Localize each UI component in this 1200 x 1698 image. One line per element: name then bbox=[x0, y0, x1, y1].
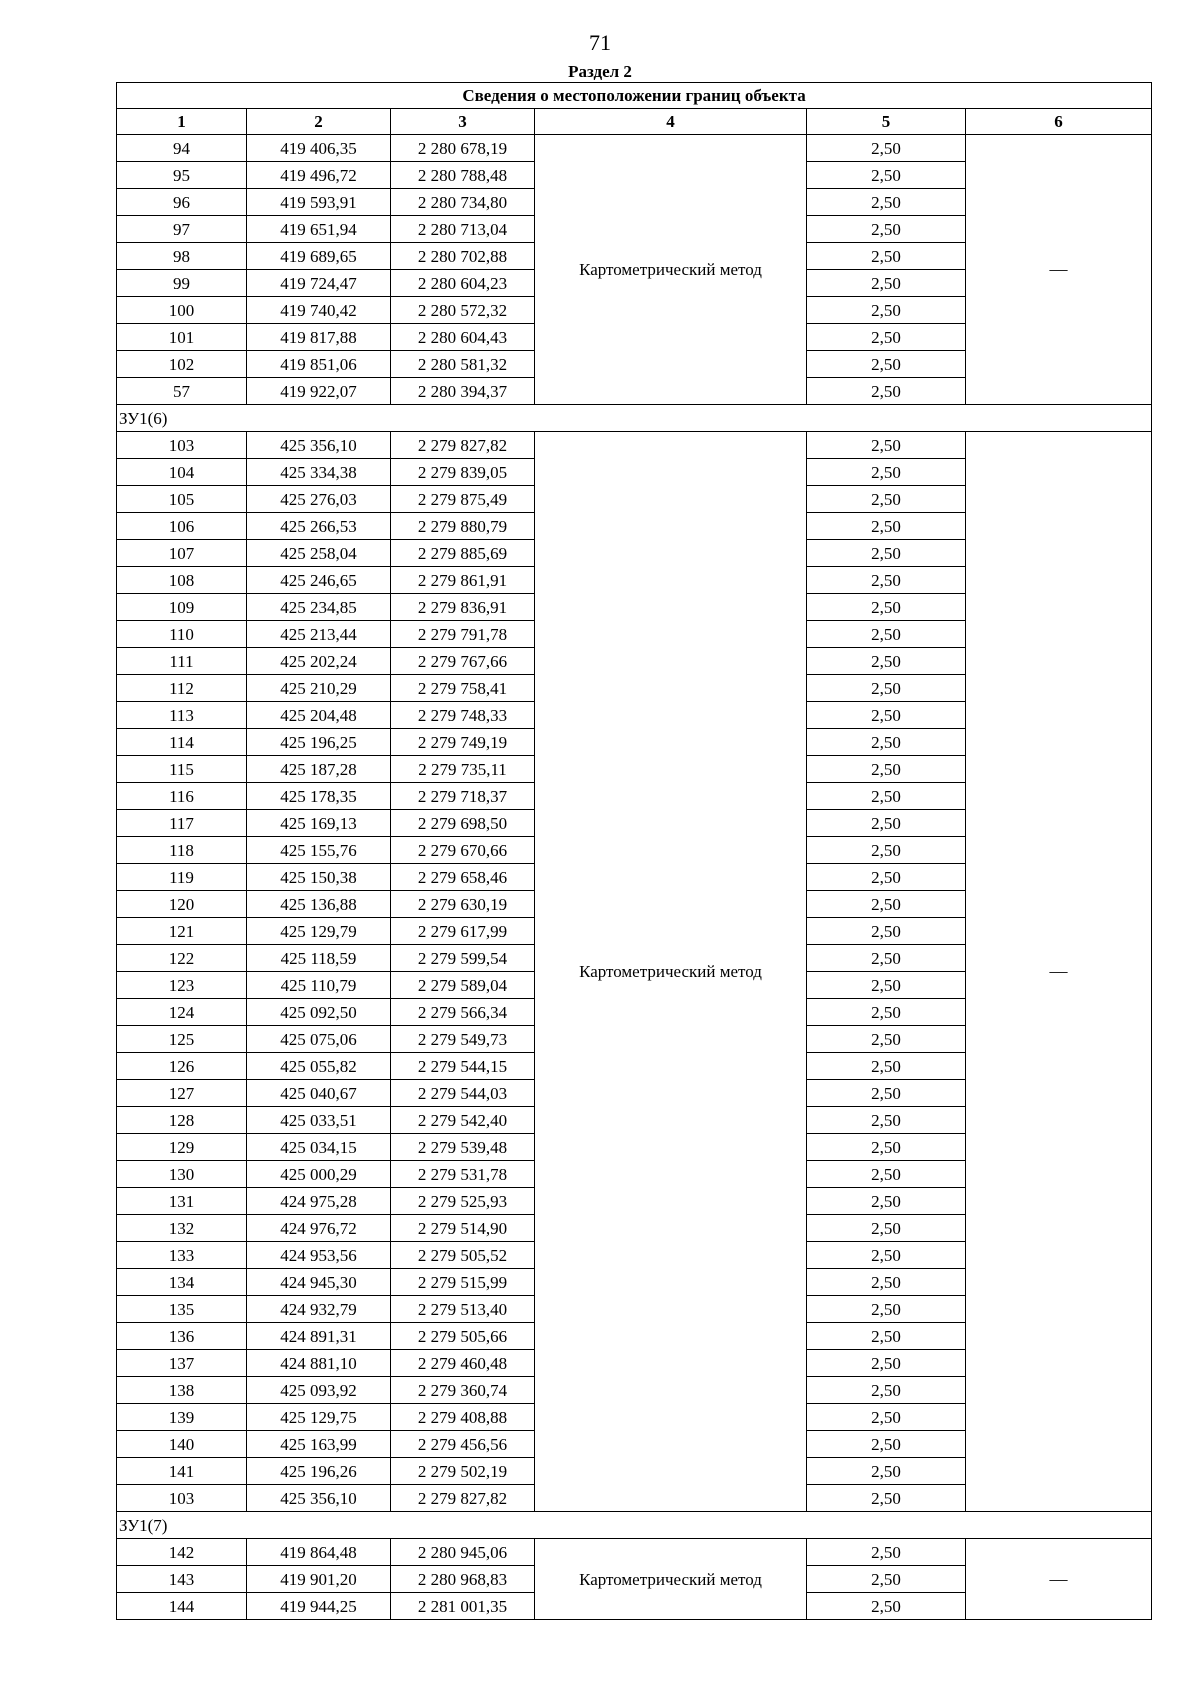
group-header-row bbox=[117, 1512, 1152, 1539]
accuracy-cell: 2,50 bbox=[807, 1485, 966, 1512]
point-number-cell: 123 bbox=[117, 972, 247, 999]
point-number-cell: 135 bbox=[117, 1296, 247, 1323]
accuracy-cell: 2,50 bbox=[807, 162, 966, 189]
accuracy-cell: 2,50 bbox=[807, 864, 966, 891]
point-number-cell: 133 bbox=[117, 1242, 247, 1269]
x-coordinate-cell: 425 055,82 bbox=[247, 1053, 391, 1080]
y-coordinate-cell: 2 280 702,88 bbox=[391, 243, 535, 270]
x-coordinate-cell: 425 110,79 bbox=[247, 972, 391, 999]
y-coordinate-cell: 2 279 718,37 bbox=[391, 783, 535, 810]
accuracy-cell: 2,50 bbox=[807, 648, 966, 675]
y-coordinate-cell: 2 279 599,54 bbox=[391, 945, 535, 972]
x-coordinate-cell: 425 033,51 bbox=[247, 1107, 391, 1134]
accuracy-cell: 2,50 bbox=[807, 432, 966, 459]
y-coordinate-cell: 2 279 360,74 bbox=[391, 1377, 535, 1404]
table-caption: Сведения о местоположении границ объекта bbox=[117, 83, 1152, 109]
accuracy-cell: 2,50 bbox=[807, 702, 966, 729]
x-coordinate-cell: 425 092,50 bbox=[247, 999, 391, 1026]
accuracy-cell: 2,50 bbox=[807, 135, 966, 162]
accuracy-cell: 2,50 bbox=[807, 729, 966, 756]
method-cell: Картометрический метод bbox=[535, 432, 807, 1512]
column-number-row bbox=[117, 109, 1152, 135]
x-coordinate-cell: 425 204,48 bbox=[247, 702, 391, 729]
x-coordinate-cell: 425 187,28 bbox=[247, 756, 391, 783]
accuracy-cell: 2,50 bbox=[807, 1539, 966, 1566]
point-number-cell: 103 bbox=[117, 432, 247, 459]
column-number: 1 bbox=[117, 109, 247, 135]
accuracy-cell: 2,50 bbox=[807, 1053, 966, 1080]
point-number-cell: 106 bbox=[117, 513, 247, 540]
table-row bbox=[117, 1539, 1152, 1566]
point-number-cell: 102 bbox=[117, 351, 247, 378]
point-number-cell: 129 bbox=[117, 1134, 247, 1161]
point-number-cell: 127 bbox=[117, 1080, 247, 1107]
y-coordinate-cell: 2 279 589,04 bbox=[391, 972, 535, 999]
accuracy-cell: 2,50 bbox=[807, 351, 966, 378]
y-coordinate-cell: 2 279 827,82 bbox=[391, 432, 535, 459]
x-coordinate-cell: 425 136,88 bbox=[247, 891, 391, 918]
x-coordinate-cell: 419 496,72 bbox=[247, 162, 391, 189]
y-coordinate-cell: 2 279 630,19 bbox=[391, 891, 535, 918]
point-number-cell: 138 bbox=[117, 1377, 247, 1404]
y-coordinate-cell: 2 279 460,48 bbox=[391, 1350, 535, 1377]
y-coordinate-cell: 2 279 539,48 bbox=[391, 1134, 535, 1161]
point-number-cell: 130 bbox=[117, 1161, 247, 1188]
accuracy-cell: 2,50 bbox=[807, 1431, 966, 1458]
accuracy-cell: 2,50 bbox=[807, 1404, 966, 1431]
accuracy-cell: 2,50 bbox=[807, 594, 966, 621]
point-number-cell: 109 bbox=[117, 594, 247, 621]
y-coordinate-cell: 2 279 658,46 bbox=[391, 864, 535, 891]
y-coordinate-cell: 2 279 836,91 bbox=[391, 594, 535, 621]
y-coordinate-cell: 2 280 604,43 bbox=[391, 324, 535, 351]
point-number-cell: 105 bbox=[117, 486, 247, 513]
point-number-cell: 120 bbox=[117, 891, 247, 918]
point-number-cell: 57 bbox=[117, 378, 247, 405]
x-coordinate-cell: 419 651,94 bbox=[247, 216, 391, 243]
point-number-cell: 114 bbox=[117, 729, 247, 756]
y-coordinate-cell: 2 279 749,19 bbox=[391, 729, 535, 756]
x-coordinate-cell: 425 129,75 bbox=[247, 1404, 391, 1431]
y-coordinate-cell: 2 279 544,03 bbox=[391, 1080, 535, 1107]
accuracy-cell: 2,50 bbox=[807, 243, 966, 270]
accuracy-cell: 2,50 bbox=[807, 1593, 966, 1620]
x-coordinate-cell: 419 922,07 bbox=[247, 378, 391, 405]
y-coordinate-cell: 2 279 875,49 bbox=[391, 486, 535, 513]
accuracy-cell: 2,50 bbox=[807, 918, 966, 945]
column-number: 3 bbox=[391, 109, 535, 135]
x-coordinate-cell: 425 202,24 bbox=[247, 648, 391, 675]
accuracy-cell: 2,50 bbox=[807, 1161, 966, 1188]
point-number-cell: 99 bbox=[117, 270, 247, 297]
y-coordinate-cell: 2 279 456,56 bbox=[391, 1431, 535, 1458]
x-coordinate-cell: 425 129,79 bbox=[247, 918, 391, 945]
x-coordinate-cell: 419 851,06 bbox=[247, 351, 391, 378]
accuracy-cell: 2,50 bbox=[807, 1296, 966, 1323]
point-number-cell: 136 bbox=[117, 1323, 247, 1350]
x-coordinate-cell: 425 234,85 bbox=[247, 594, 391, 621]
x-coordinate-cell: 419 593,91 bbox=[247, 189, 391, 216]
y-coordinate-cell: 2 279 880,79 bbox=[391, 513, 535, 540]
table-row bbox=[117, 135, 1152, 162]
accuracy-cell: 2,50 bbox=[807, 945, 966, 972]
accuracy-cell: 2,50 bbox=[807, 756, 966, 783]
x-coordinate-cell: 425 356,10 bbox=[247, 1485, 391, 1512]
x-coordinate-cell: 425 118,59 bbox=[247, 945, 391, 972]
point-number-cell: 112 bbox=[117, 675, 247, 702]
y-coordinate-cell: 2 279 544,15 bbox=[391, 1053, 535, 1080]
x-coordinate-cell: 425 093,92 bbox=[247, 1377, 391, 1404]
x-coordinate-cell: 424 891,31 bbox=[247, 1323, 391, 1350]
point-number-cell: 117 bbox=[117, 810, 247, 837]
y-coordinate-cell: 2 280 945,06 bbox=[391, 1539, 535, 1566]
point-number-cell: 113 bbox=[117, 702, 247, 729]
accuracy-cell: 2,50 bbox=[807, 1188, 966, 1215]
point-number-cell: 101 bbox=[117, 324, 247, 351]
y-coordinate-cell: 2 279 513,40 bbox=[391, 1296, 535, 1323]
point-number-cell: 134 bbox=[117, 1269, 247, 1296]
point-number-cell: 119 bbox=[117, 864, 247, 891]
point-number-cell: 132 bbox=[117, 1215, 247, 1242]
y-coordinate-cell: 2 279 698,50 bbox=[391, 810, 535, 837]
point-number-cell: 144 bbox=[117, 1593, 247, 1620]
x-coordinate-cell: 425 169,13 bbox=[247, 810, 391, 837]
x-coordinate-cell: 419 740,42 bbox=[247, 297, 391, 324]
x-coordinate-cell: 419 944,25 bbox=[247, 1593, 391, 1620]
x-coordinate-cell: 425 178,35 bbox=[247, 783, 391, 810]
accuracy-cell: 2,50 bbox=[807, 1350, 966, 1377]
accuracy-cell: 2,50 bbox=[807, 270, 966, 297]
x-coordinate-cell: 419 901,20 bbox=[247, 1566, 391, 1593]
accuracy-cell: 2,50 bbox=[807, 783, 966, 810]
y-coordinate-cell: 2 280 394,37 bbox=[391, 378, 535, 405]
point-number-cell: 142 bbox=[117, 1539, 247, 1566]
y-coordinate-cell: 2 279 885,69 bbox=[391, 540, 535, 567]
x-coordinate-cell: 424 881,10 bbox=[247, 1350, 391, 1377]
x-coordinate-cell: 424 975,28 bbox=[247, 1188, 391, 1215]
y-coordinate-cell: 2 279 515,99 bbox=[391, 1269, 535, 1296]
y-coordinate-cell: 2 281 001,35 bbox=[391, 1593, 535, 1620]
y-coordinate-cell: 2 280 581,32 bbox=[391, 351, 535, 378]
method-cell: Картометрический метод bbox=[535, 1539, 807, 1620]
x-coordinate-cell: 425 266,53 bbox=[247, 513, 391, 540]
accuracy-cell: 2,50 bbox=[807, 1242, 966, 1269]
x-coordinate-cell: 425 163,99 bbox=[247, 1431, 391, 1458]
y-coordinate-cell: 2 279 514,90 bbox=[391, 1215, 535, 1242]
column-number: 4 bbox=[535, 109, 807, 135]
point-number-cell: 126 bbox=[117, 1053, 247, 1080]
group-label: ЗУ1(6) bbox=[117, 405, 1152, 432]
x-coordinate-cell: 425 356,10 bbox=[247, 432, 391, 459]
point-number-cell: 140 bbox=[117, 1431, 247, 1458]
point-number-cell: 110 bbox=[117, 621, 247, 648]
x-coordinate-cell: 419 864,48 bbox=[247, 1539, 391, 1566]
point-number-cell: 94 bbox=[117, 135, 247, 162]
accuracy-cell: 2,50 bbox=[807, 486, 966, 513]
table-body bbox=[117, 135, 1152, 1620]
point-number-cell: 96 bbox=[117, 189, 247, 216]
x-coordinate-cell: 425 150,38 bbox=[247, 864, 391, 891]
x-coordinate-cell: 425 000,29 bbox=[247, 1161, 391, 1188]
point-number-cell: 118 bbox=[117, 837, 247, 864]
column-6-cell: — bbox=[966, 135, 1152, 405]
x-coordinate-cell: 425 246,65 bbox=[247, 567, 391, 594]
x-coordinate-cell: 424 932,79 bbox=[247, 1296, 391, 1323]
y-coordinate-cell: 2 279 670,66 bbox=[391, 837, 535, 864]
y-coordinate-cell: 2 280 572,32 bbox=[391, 297, 535, 324]
accuracy-cell: 2,50 bbox=[807, 621, 966, 648]
point-number-cell: 125 bbox=[117, 1026, 247, 1053]
column-6-cell: — bbox=[966, 1539, 1152, 1620]
accuracy-cell: 2,50 bbox=[807, 810, 966, 837]
accuracy-cell: 2,50 bbox=[807, 1377, 966, 1404]
accuracy-cell: 2,50 bbox=[807, 837, 966, 864]
point-number-cell: 103 bbox=[117, 1485, 247, 1512]
point-number-cell: 122 bbox=[117, 945, 247, 972]
accuracy-cell: 2,50 bbox=[807, 324, 966, 351]
y-coordinate-cell: 2 279 502,19 bbox=[391, 1458, 535, 1485]
y-coordinate-cell: 2 279 566,34 bbox=[391, 999, 535, 1026]
accuracy-cell: 2,50 bbox=[807, 378, 966, 405]
x-coordinate-cell: 425 334,38 bbox=[247, 459, 391, 486]
x-coordinate-cell: 425 196,25 bbox=[247, 729, 391, 756]
y-coordinate-cell: 2 279 839,05 bbox=[391, 459, 535, 486]
group-header-row bbox=[117, 405, 1152, 432]
x-coordinate-cell: 425 155,76 bbox=[247, 837, 391, 864]
boundary-coordinates-table bbox=[116, 82, 1152, 1620]
section-title: Раздел 2 bbox=[568, 62, 632, 81]
point-number-cell: 111 bbox=[117, 648, 247, 675]
y-coordinate-cell: 2 279 735,11 bbox=[391, 756, 535, 783]
point-number-cell: 124 bbox=[117, 999, 247, 1026]
point-number-cell: 128 bbox=[117, 1107, 247, 1134]
x-coordinate-cell: 425 210,29 bbox=[247, 675, 391, 702]
x-coordinate-cell: 424 945,30 bbox=[247, 1269, 391, 1296]
x-coordinate-cell: 425 034,15 bbox=[247, 1134, 391, 1161]
column-number: 6 bbox=[966, 109, 1152, 135]
y-coordinate-cell: 2 280 604,23 bbox=[391, 270, 535, 297]
accuracy-cell: 2,50 bbox=[807, 216, 966, 243]
accuracy-cell: 2,50 bbox=[807, 189, 966, 216]
group-label: ЗУ1(7) bbox=[117, 1512, 1152, 1539]
point-number-cell: 137 bbox=[117, 1350, 247, 1377]
point-number-cell: 115 bbox=[117, 756, 247, 783]
y-coordinate-cell: 2 280 713,04 bbox=[391, 216, 535, 243]
accuracy-cell: 2,50 bbox=[807, 1215, 966, 1242]
x-coordinate-cell: 424 976,72 bbox=[247, 1215, 391, 1242]
page-number: 71 bbox=[589, 30, 611, 55]
accuracy-cell: 2,50 bbox=[807, 567, 966, 594]
accuracy-cell: 2,50 bbox=[807, 1026, 966, 1053]
method-cell: Картометрический метод bbox=[535, 135, 807, 405]
x-coordinate-cell: 419 817,88 bbox=[247, 324, 391, 351]
y-coordinate-cell: 2 279 791,78 bbox=[391, 621, 535, 648]
point-number-cell: 143 bbox=[117, 1566, 247, 1593]
y-coordinate-cell: 2 279 531,78 bbox=[391, 1161, 535, 1188]
point-number-cell: 104 bbox=[117, 459, 247, 486]
accuracy-cell: 2,50 bbox=[807, 999, 966, 1026]
accuracy-cell: 2,50 bbox=[807, 1134, 966, 1161]
x-coordinate-cell: 419 406,35 bbox=[247, 135, 391, 162]
accuracy-cell: 2,50 bbox=[807, 891, 966, 918]
column-number: 5 bbox=[807, 109, 966, 135]
x-coordinate-cell: 425 213,44 bbox=[247, 621, 391, 648]
point-number-cell: 108 bbox=[117, 567, 247, 594]
x-coordinate-cell: 419 689,65 bbox=[247, 243, 391, 270]
y-coordinate-cell: 2 280 788,48 bbox=[391, 162, 535, 189]
y-coordinate-cell: 2 279 542,40 bbox=[391, 1107, 535, 1134]
accuracy-cell: 2,50 bbox=[807, 297, 966, 324]
point-number-cell: 100 bbox=[117, 297, 247, 324]
point-number-cell: 116 bbox=[117, 783, 247, 810]
x-coordinate-cell: 425 040,67 bbox=[247, 1080, 391, 1107]
x-coordinate-cell: 425 075,06 bbox=[247, 1026, 391, 1053]
y-coordinate-cell: 2 279 767,66 bbox=[391, 648, 535, 675]
column-6-cell: — bbox=[966, 432, 1152, 1512]
accuracy-cell: 2,50 bbox=[807, 1080, 966, 1107]
accuracy-cell: 2,50 bbox=[807, 1566, 966, 1593]
point-number-cell: 98 bbox=[117, 243, 247, 270]
point-number-cell: 107 bbox=[117, 540, 247, 567]
accuracy-cell: 2,50 bbox=[807, 459, 966, 486]
accuracy-cell: 2,50 bbox=[807, 675, 966, 702]
x-coordinate-cell: 425 276,03 bbox=[247, 486, 391, 513]
y-coordinate-cell: 2 279 758,41 bbox=[391, 675, 535, 702]
point-number-cell: 139 bbox=[117, 1404, 247, 1431]
point-number-cell: 131 bbox=[117, 1188, 247, 1215]
accuracy-cell: 2,50 bbox=[807, 1323, 966, 1350]
accuracy-cell: 2,50 bbox=[807, 1458, 966, 1485]
x-coordinate-cell: 424 953,56 bbox=[247, 1242, 391, 1269]
accuracy-cell: 2,50 bbox=[807, 540, 966, 567]
y-coordinate-cell: 2 279 408,88 bbox=[391, 1404, 535, 1431]
y-coordinate-cell: 2 279 748,33 bbox=[391, 702, 535, 729]
accuracy-cell: 2,50 bbox=[807, 513, 966, 540]
y-coordinate-cell: 2 279 505,52 bbox=[391, 1242, 535, 1269]
y-coordinate-cell: 2 280 678,19 bbox=[391, 135, 535, 162]
accuracy-cell: 2,50 bbox=[807, 1107, 966, 1134]
point-number-cell: 121 bbox=[117, 918, 247, 945]
column-number: 2 bbox=[247, 109, 391, 135]
y-coordinate-cell: 2 279 861,91 bbox=[391, 567, 535, 594]
y-coordinate-cell: 2 280 734,80 bbox=[391, 189, 535, 216]
point-number-cell: 97 bbox=[117, 216, 247, 243]
table-caption-row bbox=[117, 83, 1152, 109]
accuracy-cell: 2,50 bbox=[807, 1269, 966, 1296]
point-number-cell: 141 bbox=[117, 1458, 247, 1485]
y-coordinate-cell: 2 279 827,82 bbox=[391, 1485, 535, 1512]
table-row bbox=[117, 432, 1152, 459]
y-coordinate-cell: 2 279 549,73 bbox=[391, 1026, 535, 1053]
x-coordinate-cell: 425 196,26 bbox=[247, 1458, 391, 1485]
x-coordinate-cell: 425 258,04 bbox=[247, 540, 391, 567]
accuracy-cell: 2,50 bbox=[807, 972, 966, 999]
x-coordinate-cell: 419 724,47 bbox=[247, 270, 391, 297]
y-coordinate-cell: 2 279 505,66 bbox=[391, 1323, 535, 1350]
point-number-cell: 95 bbox=[117, 162, 247, 189]
y-coordinate-cell: 2 279 617,99 bbox=[391, 918, 535, 945]
y-coordinate-cell: 2 279 525,93 bbox=[391, 1188, 535, 1215]
y-coordinate-cell: 2 280 968,83 bbox=[391, 1566, 535, 1593]
